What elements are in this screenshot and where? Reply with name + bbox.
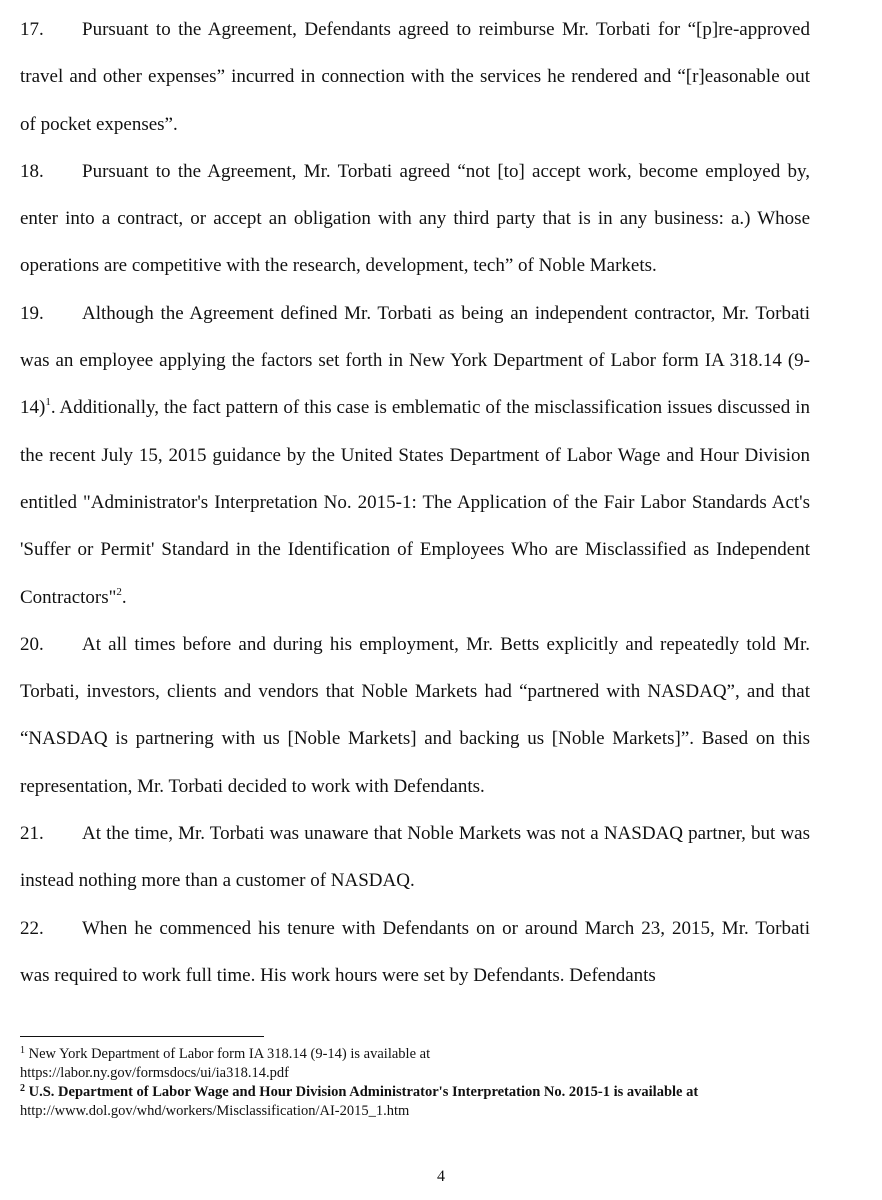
paragraph-number: 22. <box>20 917 44 939</box>
paragraph-text: At all times before and during his employment, Mr. Betts explicitly and repeatedly told Mr. Torbati, investors, clients and vendors that Noble Markets had “partnered with NASDAQ”, and that “NASDAQ is partnering with us [Noble Markets] and backing us [Noble Markets]”. Based on this representation, Mr. Torbati decided to work with Defendants. <box>20 633 810 797</box>
paragraph-text: . <box>121 586 127 608</box>
paragraph-number: 20. <box>20 633 44 655</box>
paragraph-text: . Additionally, the fact pattern of this case is emblematic of the misclassification issues discussed in the recent July 15, 2015 guidance by the United States Department of Labor Wage and Hour Division entitled "Administrator's Interpretation No. 2015-1: The Application of the Fair Labor Standards Act's 'Suffer or Permit' Standard in the Identification of Employees Who are Misclassified as Independent Contractors" <box>20 397 810 608</box>
paragraph-text: Pursuant to the Agreement, Mr. Torbati agreed “not [to] accept work, become employed by, enter into a contract, or accept an obligation with any third party that is in any business: a.) Whose operations are competitive with the research, development, tech” of Noble Markets. <box>20 160 810 277</box>
paragraph-number: 19. <box>20 302 44 324</box>
paragraph-number: 21. <box>20 823 44 845</box>
footnote-divider <box>20 1036 264 1037</box>
paragraph-number: 18. <box>20 160 44 182</box>
footnote-text: U.S. Department of Labor Wage and Hour Division Administrator's Interpretation No. 2015-1 is available at <box>28 1084 699 1100</box>
footnote-marker: 1 <box>20 1045 25 1056</box>
footnote-1 <box>20 1045 820 1064</box>
footnotes <box>20 1045 820 1121</box>
paragraph-text: At the time, Mr. Torbati was unaware that Noble Markets was not a NASDAQ partner, but was instead nothing more than a customer of NASDAQ. <box>20 823 810 892</box>
paragraph-18 <box>20 148 810 290</box>
footnote-ref-2[interactable]: 2 <box>116 585 122 598</box>
paragraph-21 <box>20 810 810 905</box>
paragraph-22 <box>20 905 810 1000</box>
footnote-url[interactable]: https://labor.ny.gov/formsdocs/ui/ia318.14.pdf <box>20 1065 289 1081</box>
body-text <box>20 6 810 999</box>
paragraph-text: Pursuant to the Agreement, Defendants agreed to reimburse Mr. Torbati for “[p]re-approved travel and other expenses” incurred in connection with the services he rendered and “[r]easonable out of pocket expenses”. <box>20 19 810 135</box>
paragraph-20 <box>20 621 810 810</box>
footnote-2 <box>20 1083 820 1102</box>
paragraph-17 <box>20 6 810 148</box>
paragraph-text: When he commenced his tenure with Defendants on or around March 23, 2015, Mr. Torbati was required to work full time. His work hours were set by Defendants. Defendants <box>20 917 810 986</box>
footnote-2-link[interactable] <box>20 1102 820 1121</box>
footnote-marker: 2 <box>20 1083 25 1094</box>
page-number: 4 <box>437 1168 445 1185</box>
footnote-text: New York Department of Labor form IA 318.14 (9-14) is available at <box>28 1046 431 1062</box>
footnote-ref-1[interactable]: 1 <box>45 396 51 409</box>
paragraph-19 <box>20 290 810 621</box>
paragraph-number: 17. <box>20 19 44 40</box>
paragraph-text: Although the Agreement defined Mr. Torbati as being an independent contractor, Mr. Torbati was an employee applying the factors set forth in New York Department of Labor form IA 318.14 (9-14) <box>20 302 810 419</box>
footnote-1-link[interactable] <box>20 1064 820 1083</box>
footnote-url[interactable]: http://www.dol.gov/whd/workers/Misclassification/AI-2015_1.htm <box>20 1103 410 1119</box>
